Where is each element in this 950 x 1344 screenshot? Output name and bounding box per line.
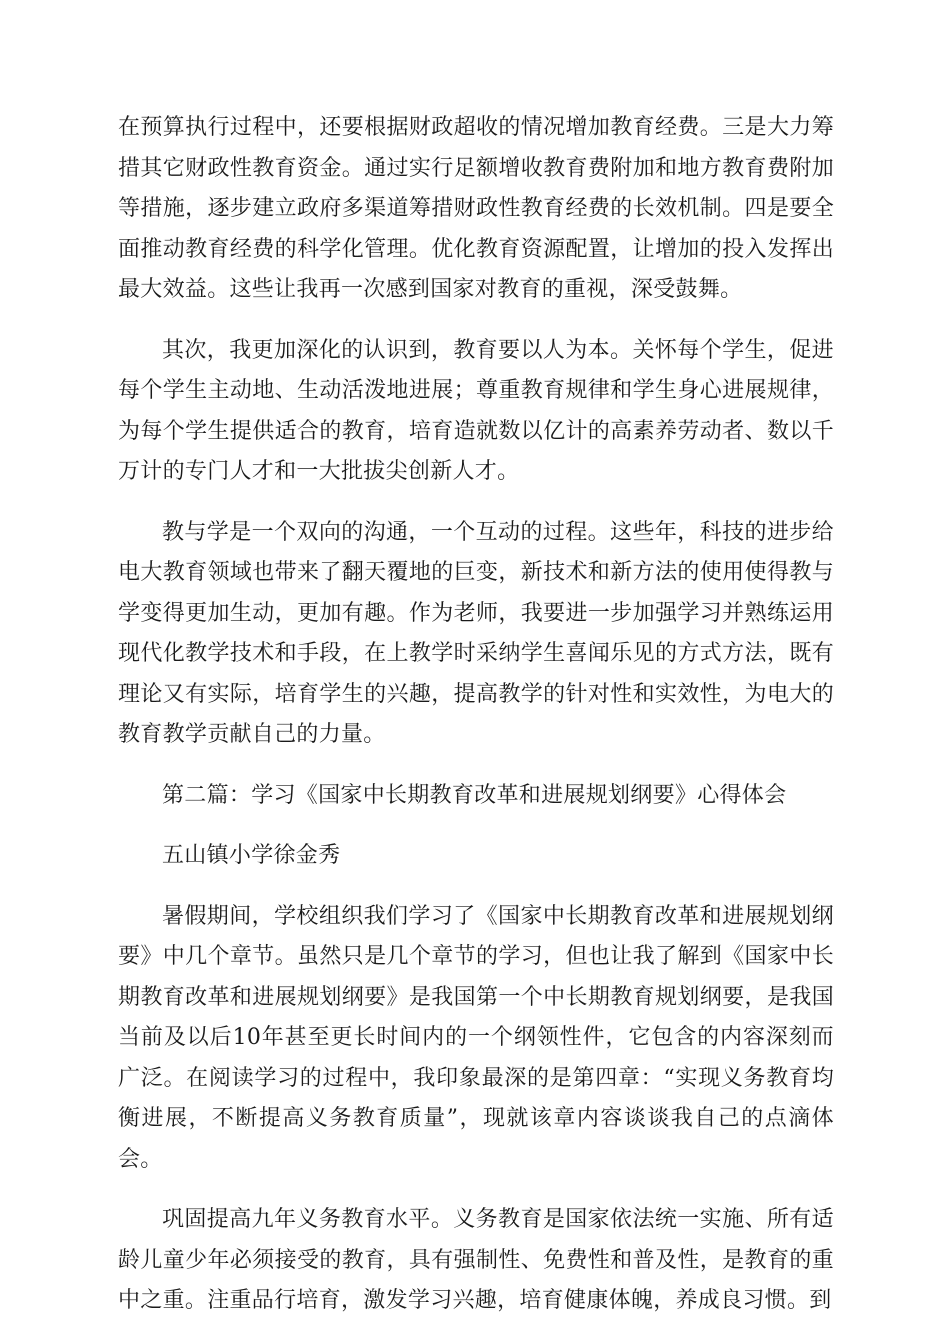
paragraph-summer-study: 暑假期间，学校组织我们学习了《国家中长期教育改革和进展规划纲要》中几个章节。虽然只是几个章节的学习，但也让我了解到《国家中长期教育改革和进展规划纲要》是我国第一个中长期教育规划纲要，是我国当前及以后10年甚至更长时间内的一个纲领性件，它包含的内容深刻而广泛。在阅读学习的过程中，我印象最深的是第四章：“实现义务教育均衡进展，不断提高义务教育质量”，现就该章内容谈谈我自己的点滴体会。 <box>118 903 834 1172</box>
paragraph-people-oriented: 其次，我更加深化的认识到，教育要以人为本。关怀每个学生，促进每个学生主动地、生动活泼地进展；尊重教育规律和学生身心进展规律，为每个学生提供适合的教育，培育造就数以亿计的高素养劳动者、数以千万计的专门人才和一大批拔尖创新人才。 <box>118 337 834 484</box>
section-title: 第二篇：学习《国家中长期教育改革和进展规划纲要》心得体会 <box>162 782 787 808</box>
paragraph-budget-execution: 在预算执行过程中，还要根据财政超收的情况增加教育经费。三是大力筹措其它财政性教育资金。通过实行足额增收教育费附加和地方教育费附加等措施，逐步建立政府多渠道筹措财政性教育经费的长效机制。四是要全面推动教育经费的科学化管理。优化教育资源配置，让增加的投入发挥出最大效益。这些让我再一次感到国家对教育的重视，深受鼓舞。 <box>118 115 834 302</box>
author-line: 五山镇小学徐金秀 <box>162 843 341 868</box>
document-body <box>118 108 834 1342</box>
paragraph-teaching-learning: 教与学是一个双向的沟通，一个互动的过程。这些年，科技的进步给电大教育领域也带来了翻天覆地的巨变，新技术和新方法的使用使得教与学变得更加生动，更加有趣。作为老师，我要进一步加强学习并熟练运用现代化教学技术和手段，在上教学时采纳学生喜闻乐见的方式方法，既有理论又有实际，培育学生的兴趣，提高教学的针对性和实效性，为电大的教育教学贡献自己的力量。 <box>118 519 834 747</box>
paragraph-compulsory-education: 巩固提高九年义务教育水平。义务教育是国家依法统一实施、所有适龄儿童少年必须接受的教育，具有强制性、免费性和普及性，是教育的重中之重。注重品行培育，激发学习兴趣，培育健康体魄，养成良习惯。到 <box>118 1207 834 1313</box>
